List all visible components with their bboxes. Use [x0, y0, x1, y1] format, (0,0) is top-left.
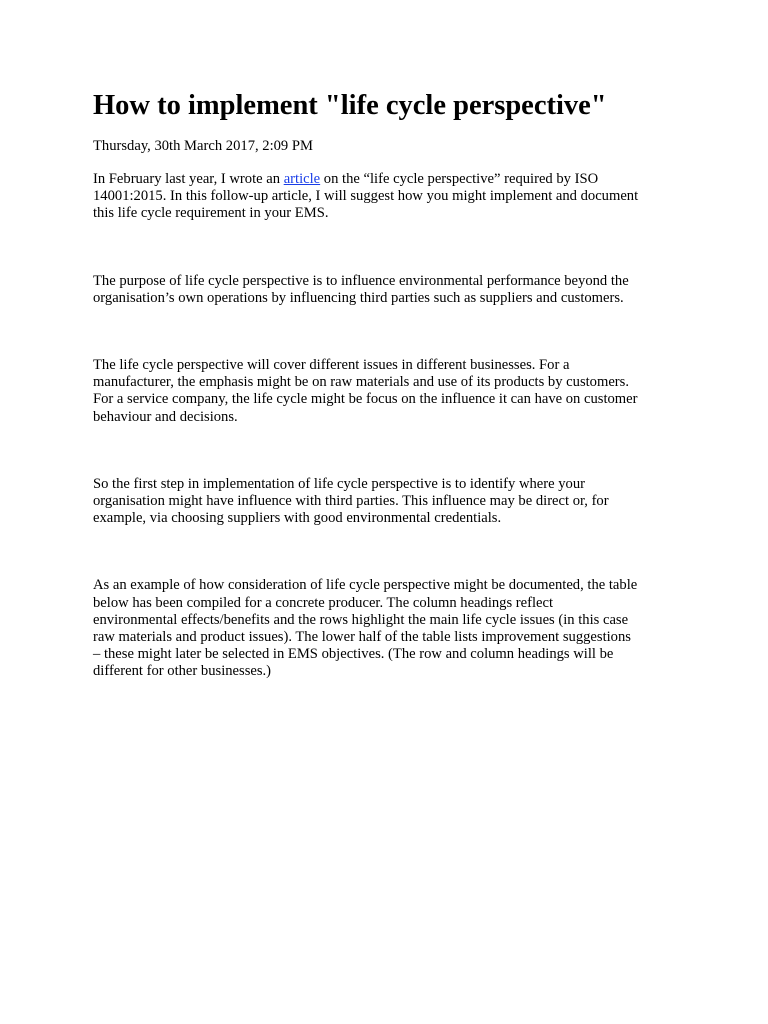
paragraph-issues: [93, 357, 683, 426]
paragraph-line: environmental effects/benefits and the rows highlight the main life cycle issues (in this case: [93, 611, 629, 628]
article-page: [93, 88, 683, 681]
paragraph-intro: [93, 171, 683, 223]
article-title: How to implement "life cycle perspective": [93, 90, 607, 121]
paragraph-line: example, via choosing suppliers with good environmental credentials.: [93, 510, 502, 527]
paragraph-line: As an example of how consideration of life cycle perspective might be documented, the table: [93, 577, 638, 594]
paragraph-line: So the first step in implementation of life cycle perspective is to identify where your: [93, 475, 585, 492]
paragraph-line: The life cycle perspective will cover different issues in different businesses. For a: [93, 357, 570, 374]
paragraph-line: [93, 171, 683, 188]
paragraph-line: organisation might have influence with third parties. This influence may be direct or, for: [93, 493, 609, 510]
paragraph-line: For a service company, the life cycle might be focus on the influence it can have on customer: [93, 391, 638, 408]
paragraph-line: organisation’s own operations by influencing third parties such as suppliers and customers.: [93, 289, 624, 306]
paragraph-line: behaviour and decisions.: [93, 408, 238, 425]
article-link[interactable]: article: [283, 171, 321, 187]
paragraph-line: – these might later be selected in EMS objectives. (The row and column headings will be: [93, 646, 614, 663]
paragraph-purpose: [93, 273, 683, 307]
text-run: on the “life cycle perspective” required by ISO: [320, 171, 599, 187]
paragraph-line: below has been compiled for a concrete producer. The column headings reflect: [93, 594, 554, 611]
paragraph-example: [93, 577, 683, 680]
paragraph-first-step: [93, 476, 683, 528]
paragraph-line: manufacturer, the emphasis might be on raw materials and use of its products by customers.: [93, 374, 629, 391]
paragraph-line: 14001:2015. In this follow-up article, I will suggest how you might implement and document: [93, 188, 639, 205]
paragraph-line: different for other businesses.): [93, 663, 272, 680]
paragraph-line: raw materials and product issues). The lower half of the table lists improvement suggestions: [93, 629, 631, 646]
text-run: In February last year, I wrote an: [93, 171, 284, 187]
paragraph-line: this life cycle requirement in your EMS.: [93, 205, 329, 222]
article-date: Thursday, 30th March 2017, 2:09 PM: [93, 138, 313, 154]
paragraph-line: The purpose of life cycle perspective is to influence environmental performance beyond the: [93, 272, 629, 289]
